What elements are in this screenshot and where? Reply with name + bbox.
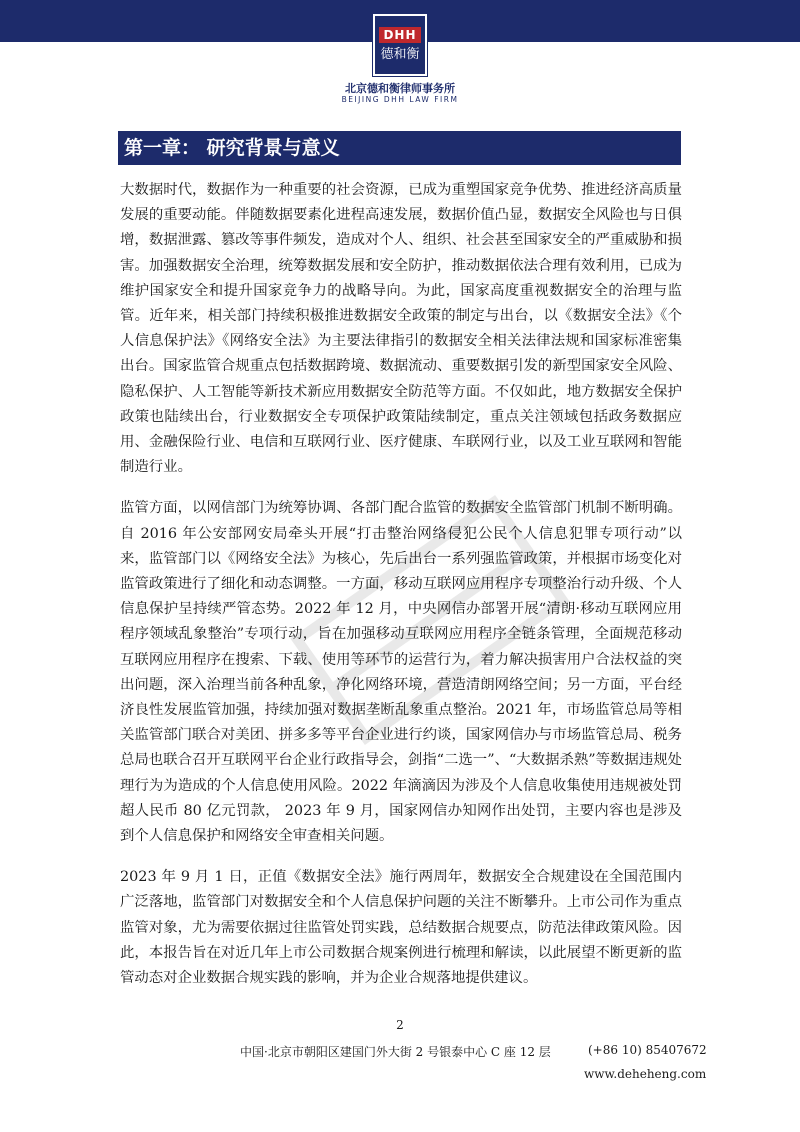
footer-address: 中国·北京市朝阳区建国门外大街 2 号银泰中心 C 座 12 层	[240, 1045, 551, 1059]
paragraph-purpose: 2023 年 9 月 1 日，正值《数据安全法》施行两周年，数据安全合规建设在全国范围内广泛落地，监管部门对数据安全和个人信息保护问题的关注不断攀升。上市公司作为重点监管对象，尤为需要依据过往监管处罚实践，总结数据合规要点，防范法律政策风险。因此，本报告旨在对近几年上市公司数据合规案例进行梳理和解读，以此展望不断更新的监管动态对企业数据合规实践的影响，并为企业合规落地提供建议。	[120, 869, 682, 987]
logo-abbrev: DHH	[379, 27, 420, 43]
firm-name-cn: 北京德和衡律师事务所	[345, 82, 455, 95]
chapter-title: 第一章： 研究背景与意义	[118, 131, 681, 165]
body-content	[120, 178, 682, 1007]
logo-chinese: 德和衡	[380, 47, 420, 62]
footer-phone: (+86 10) 85407672	[588, 1043, 707, 1057]
footer-website[interactable]: www.deheheng.com	[584, 1067, 707, 1081]
logo-emblem	[373, 14, 427, 76]
page-number: 2	[396, 1018, 404, 1032]
paragraph-background: 大数据时代，数据作为一种重要的社会资源，已成为重塑国家竞争优势、推进经济高质量发展的重要动能。伴随数据要素化进程高速发展，数据价值凸显，数据安全风险也与日俱增，数据泄露、篡改等事件频发，造成对个人、组织、社会甚至国家安全的严重威胁和损害。加强数据安全治理，统筹数据发展和安全防护，推动数据依法合理有效利用，已成为维护国家安全和提升国家竞争力的战略导向。为此，国家高度重视数据安全的治理与监管。近年来，相关部门持续积极推进数据安全政策的制定与出台，以《数据安全法》《个人信息保护法》《网络安全法》为主要法律指引的数据安全相关法律法规和国家标准密集出台。国家监管合规重点包括数据跨境、数据流动、重要数据引发的新型国家安全风险、隐私保护、人工智能等新技术新应用数据安全防范等方面。不仅如此，地方数据安全保护政策也陆续出台，行业数据安全专项保护政策陆续制定，重点关注领域包括政务数据应用、金融保险行业、电信和互联网行业、医疗健康、车联网行业，以及工业互联网和智能制造行业。	[120, 182, 682, 476]
firm-name-en: BEIJING DHH LAW FIRM	[341, 95, 459, 104]
paragraph-regulation: 监管方面，以网信部门为统筹协调、各部门配合监管的数据安全监管部门机制不断明确。自 2016 年公安部网安局牵头开展“打击整治网络侵犯公民个人信息犯罪专项行动”以来，监管部门以《网络安全法》为核心，先后出台一系列强监管政策，并根据市场变化对监管政策进行了细化和动态调整。一方面，移动互联网应用程序专项整治行动升级、个人信息保护呈持续严管态势。2022 年 12 月，中央网信办部署开展“清朗·移动互联网应用程序领域乱象整治”专项行动，旨在加强移动互联网应用程序全链条管理，全面规范移动互联网应用程序在搜索、下载、使用等环节的运营行为，着力解决损害用户合法权益的突出问题，深入治理当前各种乱象，净化网络环境，营造清朗网络空间；另一方面，平台经济良性发展监管加强，持续加强对数据垄断乱象重点整治。2021 年，市场监管总局等相关监管部门联合对美团、拼多多等平台企业进行约谈，国家网信办与市场监管总局、税务总局也联合召开互联网平台企业行政指导会，剑指“二选一”、“大数据杀熟”等数据违规处理行为为造成的个人信息使用风险。2022 年滴滴因为涉及个人信息收集使用违规被处罚超人民币 80 亿元罚款， 2023 年 9 月，国家网信办知网作出处罚，主要内容也是涉及到个人信息保护和网络安全审查相关问题。	[120, 500, 682, 845]
firm-logo	[320, 0, 480, 112]
